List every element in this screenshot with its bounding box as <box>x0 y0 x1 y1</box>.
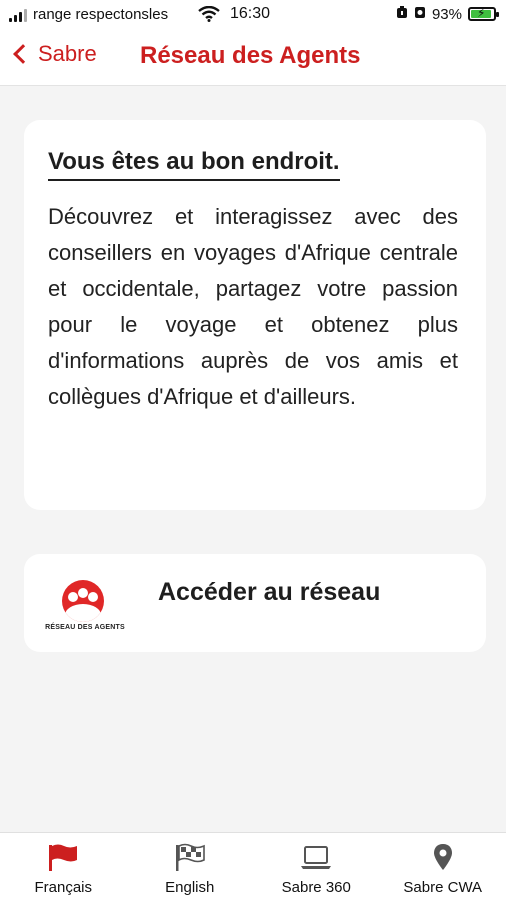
info-card <box>24 120 486 510</box>
tab-sabre-360[interactable] <box>253 833 380 900</box>
chevron-left-icon <box>13 44 33 64</box>
tab-sabre-cwa[interactable] <box>380 833 506 900</box>
info-body-text: Découvrez et interagissez avec des conseillers en voyages d'Afrique centrale et occidentale, partagez votre passion pour le voyage et obtenez plus d'informations auprès de vos amis et collègues d'Afrique et d'ailleurs. <box>48 204 458 409</box>
signal-strength-icon <box>9 9 27 22</box>
laptop-icon <box>299 843 333 871</box>
back-button[interactable] <box>10 41 97 67</box>
tab-label: Sabre 360 <box>281 879 351 896</box>
battery-percent: 93% <box>431 5 462 23</box>
info-heading: Vous êtes au bon endroit. <box>48 148 340 181</box>
back-button-label: Sabre <box>38 41 97 66</box>
carrier-name: range respectonsles <box>33 6 169 23</box>
access-network-button[interactable] <box>24 554 486 652</box>
tab-francais[interactable] <box>0 833 127 900</box>
tab-label: Français <box>34 879 93 896</box>
tab-bar <box>0 832 506 900</box>
checkered-flag-icon <box>173 843 207 871</box>
navigation-bar <box>0 30 506 86</box>
alarm-icon <box>396 5 408 23</box>
logo-text: RÉSEAU DES AGENTS <box>45 624 125 631</box>
location-pin-icon <box>426 843 460 871</box>
tab-english[interactable] <box>127 833 254 900</box>
status-time: 16:30 <box>230 5 271 22</box>
tab-label: English <box>165 879 215 896</box>
page-title: Réseau des Agents <box>140 42 361 69</box>
flag-icon <box>46 843 80 871</box>
status-bar <box>0 0 506 30</box>
access-network-label: Accéder au réseau <box>158 578 381 606</box>
battery-icon: ⚡ <box>468 7 496 21</box>
wifi-icon <box>198 6 220 26</box>
tab-label: Sabre CWA <box>403 879 483 896</box>
agents-group-icon <box>62 580 104 622</box>
reseau-des-agents-logo <box>40 580 130 636</box>
location-arrow-icon <box>414 5 426 23</box>
